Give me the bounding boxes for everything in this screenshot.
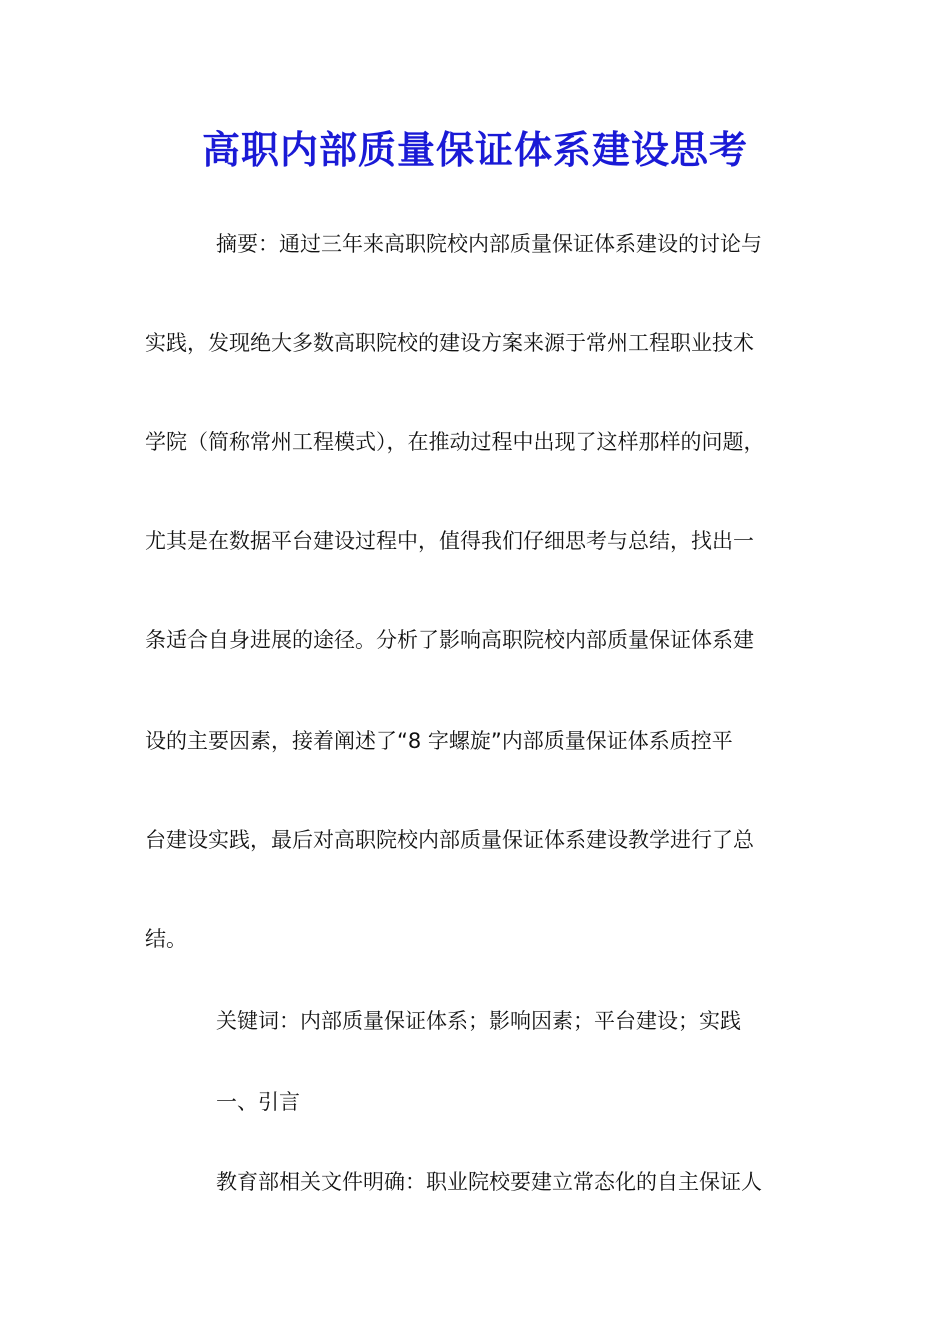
abstract-line-7: 台建设实践，最后对高职院校内部质量保证体系建设教学进行了总 xyxy=(145,828,754,852)
abstract-line-8: 结。 xyxy=(145,927,187,951)
intro-paragraph-line: 教育部相关文件明确：职业院校要建立常态化的自主保证人 xyxy=(216,1170,762,1194)
section-heading: 一、引言 xyxy=(216,1090,300,1114)
keywords-line: 关键词：内部质量保证体系；影响因素；平台建设；实践 xyxy=(216,1009,741,1033)
document-title: 高职内部质量保证体系建设思考 xyxy=(201,127,748,172)
abstract-line-1: 摘要：通过三年来高职院校内部质量保证体系建设的讨论与 xyxy=(216,232,762,256)
abstract-line-3: 学院（简称常州工程模式），在推动过程中出现了这样那样的问题， xyxy=(145,430,765,454)
abstract-line-2: 实践，发现绝大多数高职院校的建设方案来源于常州工程职业技术 xyxy=(145,331,754,355)
abstract-line-6: 设的主要因素，接着阐述了“8 字螺旋”内部质量保证体系质控平 xyxy=(145,729,733,753)
abstract-line-4: 尤其是在数据平台建设过程中，值得我们仔细思考与总结，找出一 xyxy=(145,529,754,553)
abstract-line-5: 条适合自身进展的途径。分析了影响高职院校内部质量保证体系建 xyxy=(145,628,754,652)
